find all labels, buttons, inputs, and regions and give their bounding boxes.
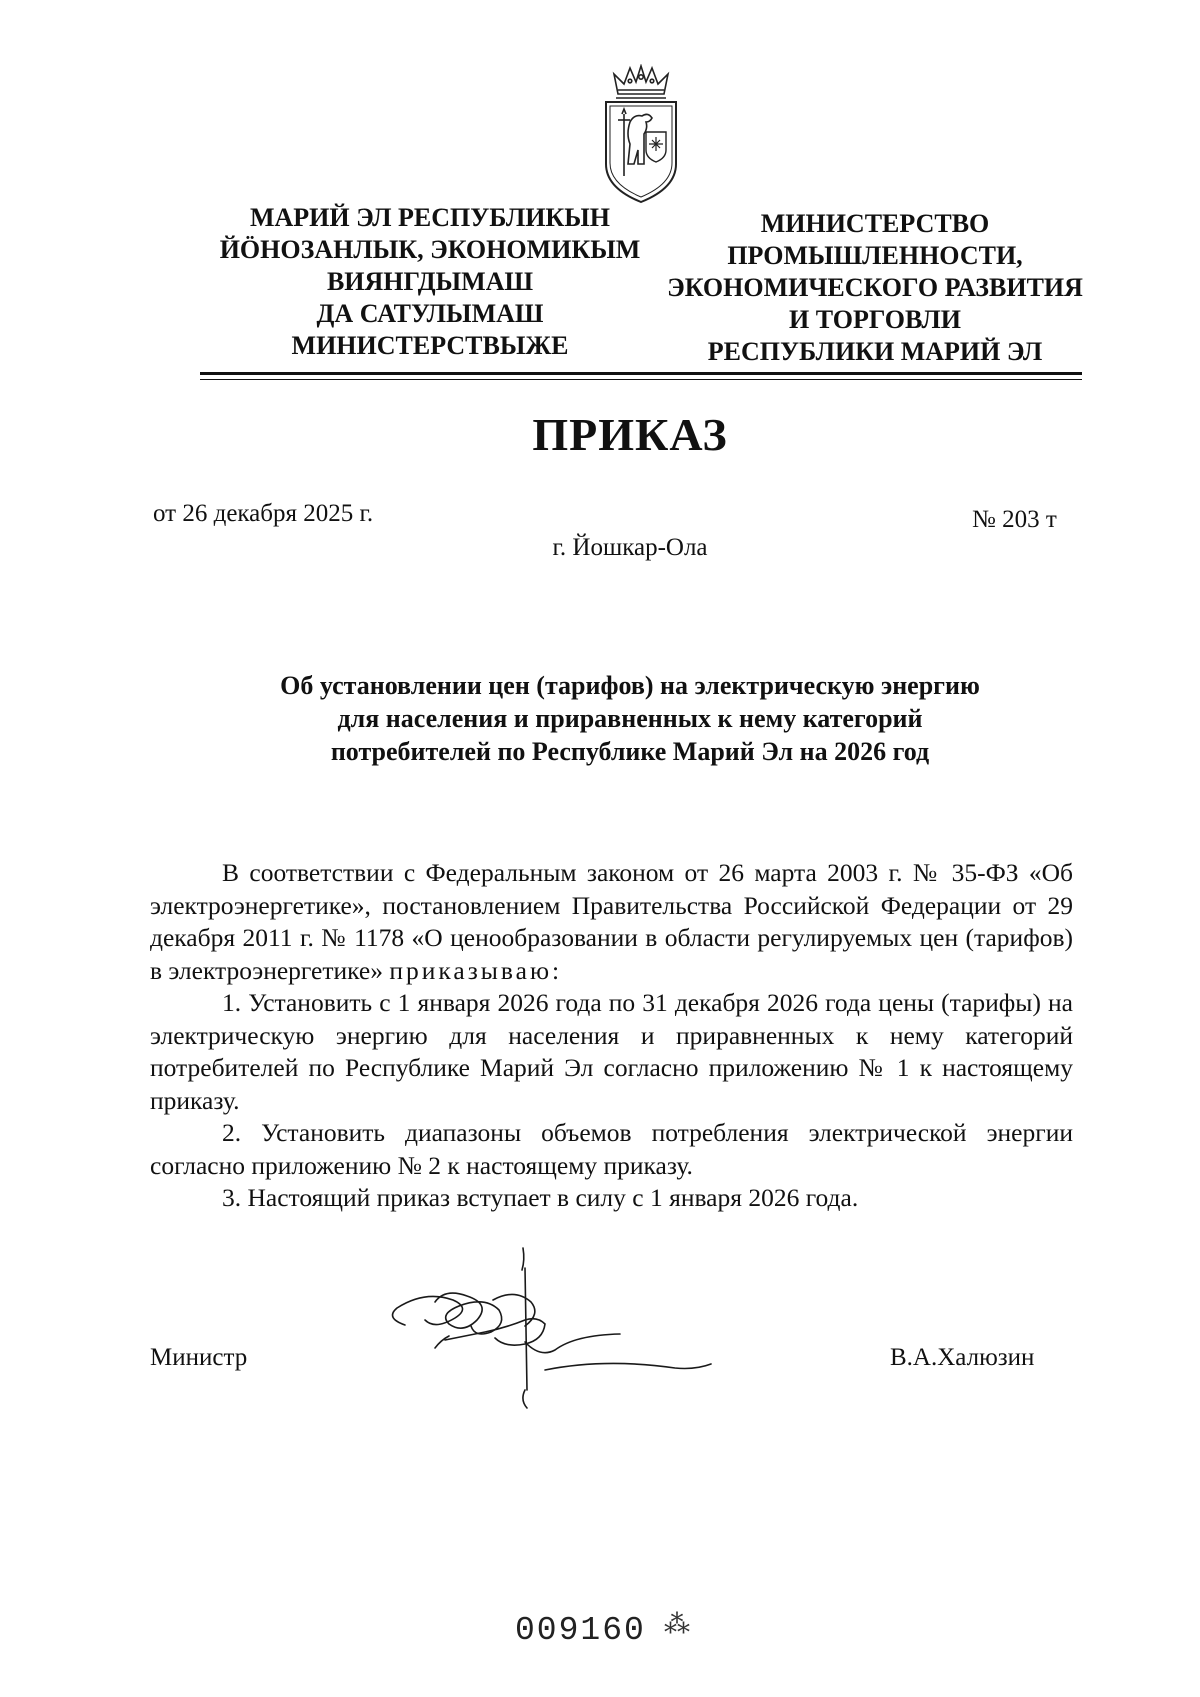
coat-of-arms-icon: [600, 64, 682, 204]
preamble-text: В соответствии с Федеральным законом от 26 марта 2003 г. № 35-ФЗ «Об электроэнергетике», постановлением Правительства Российской Федерации от 29 декабря 2011 г. № 1178 «О ценообразовании в области регулируемых цен (тарифов) в электроэнергетике»: [150, 858, 1073, 985]
handwritten-signature: [375, 1240, 715, 1415]
order-item: 2. Установить диапазоны объемов потребления электрической энергии согласно приложению № 2 к настоящему приказу.: [150, 1118, 1073, 1180]
header-left-line: МИНИСТЕРСТВЫЖЕ: [291, 331, 569, 360]
header-right-line: И ТОРГОВЛИ: [789, 305, 961, 334]
header-divider-thick: [200, 372, 1082, 375]
order-item: 3. Настоящий приказ вступает в силу с 1 января 2026 года.: [222, 1183, 859, 1212]
preamble-paragraph: [150, 857, 1073, 987]
header-left-line: ЙӦНОЗАНЛЫК, ЭКОНОМИКЫМ: [219, 235, 641, 264]
order-word: приказываю:: [389, 955, 563, 985]
header-right-line: МИНИСТЕРСТВО: [760, 209, 990, 238]
subject-line: Об установлении цен (тарифов) на электрическую энергию: [280, 671, 980, 700]
header-left-line: ДА САТУЛЫМАШ: [316, 299, 544, 328]
header-left-line: МАРИЙ ЭЛ РЕСПУБЛИКЫН: [249, 203, 611, 232]
document-date: от 26 декабря 2025 г.: [153, 500, 374, 527]
header-left-line: ВИЯНГДЫМАШ: [326, 267, 534, 296]
subject-line: потребителей по Республике Марий Эл на 2026 год: [330, 737, 930, 766]
header-right-line: РЕСПУБЛИКИ МАРИЙ ЭЛ: [707, 337, 1043, 366]
header-divider-thin: [200, 379, 1082, 380]
document-number: № 203 т: [972, 506, 1057, 533]
header-right-line: ЭКОНОМИЧЕСКОГО РАЗВИТИЯ: [667, 273, 1083, 302]
document-title: ПРИКАЗ: [532, 409, 728, 460]
signatory-name: В.А.Халюзин: [890, 1344, 1035, 1371]
order-item: 1. Установить с 1 января 2026 года по 31 декабря 2026 года цены (тарифы) на электрическую энергию для населения и приравненных к нему категорий потребителей по Республике Марий Эл согласно приложению № 1 к настоящему приказу.: [150, 988, 1073, 1115]
header-left-block: [200, 202, 660, 362]
registration-number: 009160: [515, 1612, 646, 1649]
document-subject: [150, 669, 1110, 768]
document-city: г. Йошкар-Ола: [552, 534, 708, 561]
header-right-block: [655, 208, 1095, 368]
header-right-line: ПРОМЫШЛЕННОСТИ,: [727, 241, 1023, 270]
signatory-position: Министр: [150, 1344, 248, 1371]
document-body: [150, 857, 1073, 1215]
registration-mark: ⁂: [664, 1610, 690, 1639]
subject-line: для населения и приравненных к нему категорий: [337, 704, 923, 733]
